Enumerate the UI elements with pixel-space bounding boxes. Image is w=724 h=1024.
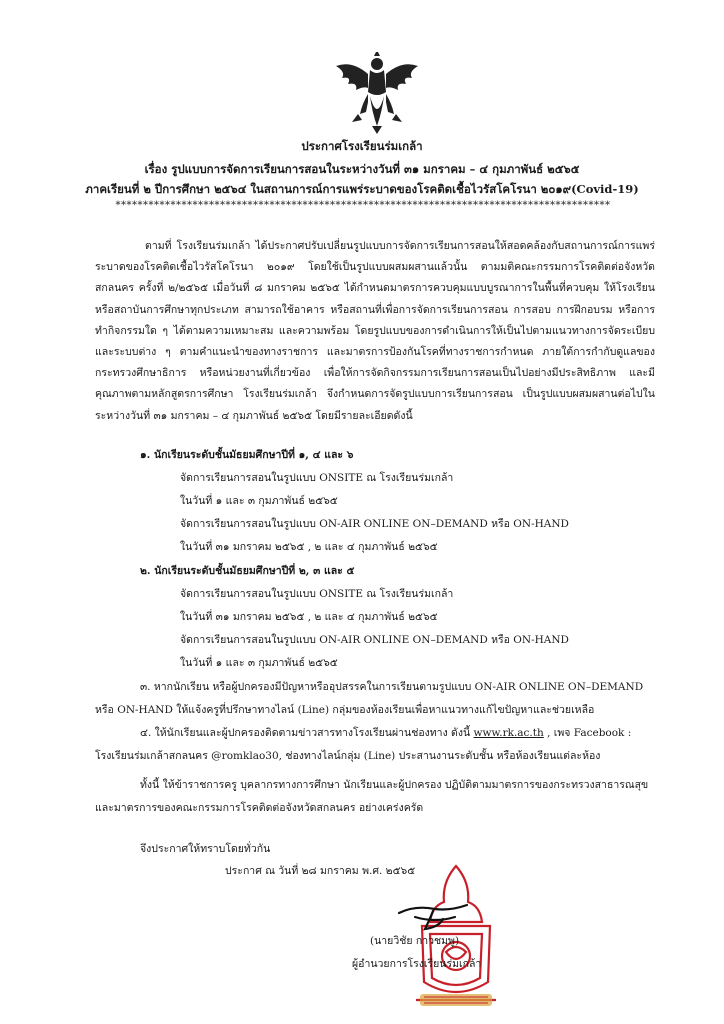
section2-item: ในวันที่ ๑ และ ๓ กุมภาพันธ์ ๒๕๖๕	[180, 657, 338, 669]
section1-item: ในวันที่ ๑ และ ๓ กุมภาพันธ์ ๒๕๖๕	[180, 495, 338, 507]
section1-item: จัดการเรียนการสอนในรูปแบบ ON-AIR ONLINE ON–DEMAND หรือ ON-HAND	[180, 518, 569, 530]
item4-line2: โรงเรียนร่มเกล้าสกลนคร @romklao30, ช่องทางไลน์กลุ่ม (Line) ประสานงานระดับชั้น หรือห้องเรียนแต่ละห้อง	[95, 750, 601, 762]
section1-heading: ๑. นักเรียนระดับชั้นมัธยมศึกษาปีที่ ๑, ๔ และ ๖	[140, 449, 354, 461]
item3-line1: ๓. หากนักเรียน หรือผู้ปกครองมีปัญหาหรืออุปสรรคในการเรียนตามรูปแบบ ON-AIR ONLINE ON–DEMAND	[140, 681, 644, 693]
item4-line1	[140, 724, 631, 742]
section2-item: จัดการเรียนการสอนในรูปแบบ ONSITE ณ โรงเรียนร่มเกล้า	[180, 588, 454, 600]
garuda-emblem-icon	[332, 52, 422, 134]
announcement-title: ประกาศโรงเรียนร่มเกล้า	[301, 139, 423, 153]
closing-line2: และมาตรการของคณะกรรมการโรคติดต่อจังหวัดสกลนคร อย่างเคร่งครัด	[95, 802, 424, 814]
announce-line: จึงประกาศให้ทราบโดยทั่วกัน	[140, 843, 271, 855]
item3-line2: หรือ ON-HAND ให้แจ้งครูที่ปรึกษาทางไลน์ (Line) กลุ่มของห้องเรียนเพื่อหาแนวทางแก้ไขปัญหาและช่วยเหลือ	[95, 704, 595, 716]
closing-line1: ทั้งนี้ ให้ข้าราชการครู บุคลากรทางการศึกษา นักเรียนและผู้ปกครอง ปฏิบัติตามมาตรการของกระทรวงสาธารณสุข	[140, 779, 649, 791]
signatory-position: ผู้อำนวยการโรงเรียนร่มเกล้า	[352, 958, 482, 970]
section2-item: จัดการเรียนการสอนในรูปแบบ ON-AIR ONLINE ON–DEMAND หรือ ON-HAND	[180, 634, 569, 646]
item4-suffix: , เพจ Facebook :	[543, 727, 632, 739]
announce-date: ประกาศ ณ วันที่ ๒๘ มกราคม พ.ศ. ๒๕๖๕	[225, 865, 416, 877]
item4-prefix: ๔. ให้นักเรียนและผู้ปกครองติดตามข่าวสารทางโรงเรียนผ่านช่องทาง ดังนี้	[140, 727, 474, 739]
signatory-name: (นายวิชัย กาวชมพู)	[370, 935, 460, 947]
section1-item: จัดการเรียนการสอนในรูปแบบ ONSITE ณ โรงเรียนร่มเกล้า	[180, 472, 454, 484]
school-website-link[interactable]: www.rk.ac.th	[473, 727, 544, 739]
announcement-subtitle: ภาคเรียนที่ ๒ ปีการศึกษา ๒๕๖๔ ในสถานการณ์การแพร่ระบาดของโรคติดเชื้อไวรัสโคโรนา ๒๐๑๙(Covid-19)	[85, 182, 639, 196]
section1-item: ในวันที่ ๓๑ มกราคม ๒๕๖๕ , ๒ และ ๔ กุมภาพันธ์ ๒๕๖๕	[180, 541, 438, 553]
star-divider: ******************************************************************************************	[115, 200, 611, 211]
intro-paragraph: ตามที่ โรงเรียนร่มเกล้า ได้ประกาศปรับเปลี่ยนรูปแบบการจัดการเรียนการสอนให้สอดคล้องกับสถานการณ์การแพร่ระบาดของโรคติดเชื้อไวรัสโคโรนา ๒๐๑๙ โดยใช้เป็นรูปแบบผสมผสานแล้วนั้น ตามมติคณะกรรมการโรคติดต่อจังหวัดสกลนคร ครั้งที่ ๒/๒๕๖๕ เมื่อวันที่ ๘ มกราคม ๒๕๖๕ ได้กำหนดมาตรการควบคุมแบบบูรณาการในพื้นที่ควบคุม ให้โรงเรียน หรือสถาบันการศึกษาทุกประเภท สามารถใช้อาคาร หรือสถานที่เพื่อการจัดการเรียนการสอน การสอบ การฝึกอบรม หรือการทำกิจกรรมใด ๆ ได้ตามความเหมาะสม และความพร้อม โดยรูปแบบของการดำเนินการให้เป็นไปตามแนวทางการจัดระเบียบ และระบบต่าง ๆ ตามคำแนะนำของทางราชการ และมาตรการป้องกันโรคที่ทางราชการกำหนด ภายใต้การกำกับดูแลของกระทรวงศึกษาธิการ หรือหน่วยงานที่เกี่ยวข้อง เพื่อให้การจัดกิจกรรมการเรียนการสอนเป็นไปอย่างมีประสิทธิภาพ และมีคุณภาพตามหลักสูตรการศึกษา โรงเรียนร่มเกล้า จึงกำหนดการจัดรูปแบบการเรียนการสอน เป็นรูปแบบผสมผสานต่อไปในระหว่างวันที่ ๓๑ มกราคม – ๔ กุมภาพันธ์ ๒๕๖๕ โดยมีรายละเอียดดังนี้	[95, 240, 655, 422]
section2-item: ในวันที่ ๓๑ มกราคม ๒๕๖๕ , ๒ และ ๔ กุมภาพันธ์ ๒๕๖๕	[180, 611, 438, 623]
announcement-subject: เรื่อง รูปแบบการจัดการเรียนการสอนในระหว่างวันที่ ๓๑ มกราคม – ๔ กุมภาพันธ์ ๒๕๖๕	[144, 162, 580, 176]
section2-heading: ๒. นักเรียนระดับชั้นมัธยมศึกษาปีที่ ๒, ๓ และ ๕	[140, 565, 355, 577]
